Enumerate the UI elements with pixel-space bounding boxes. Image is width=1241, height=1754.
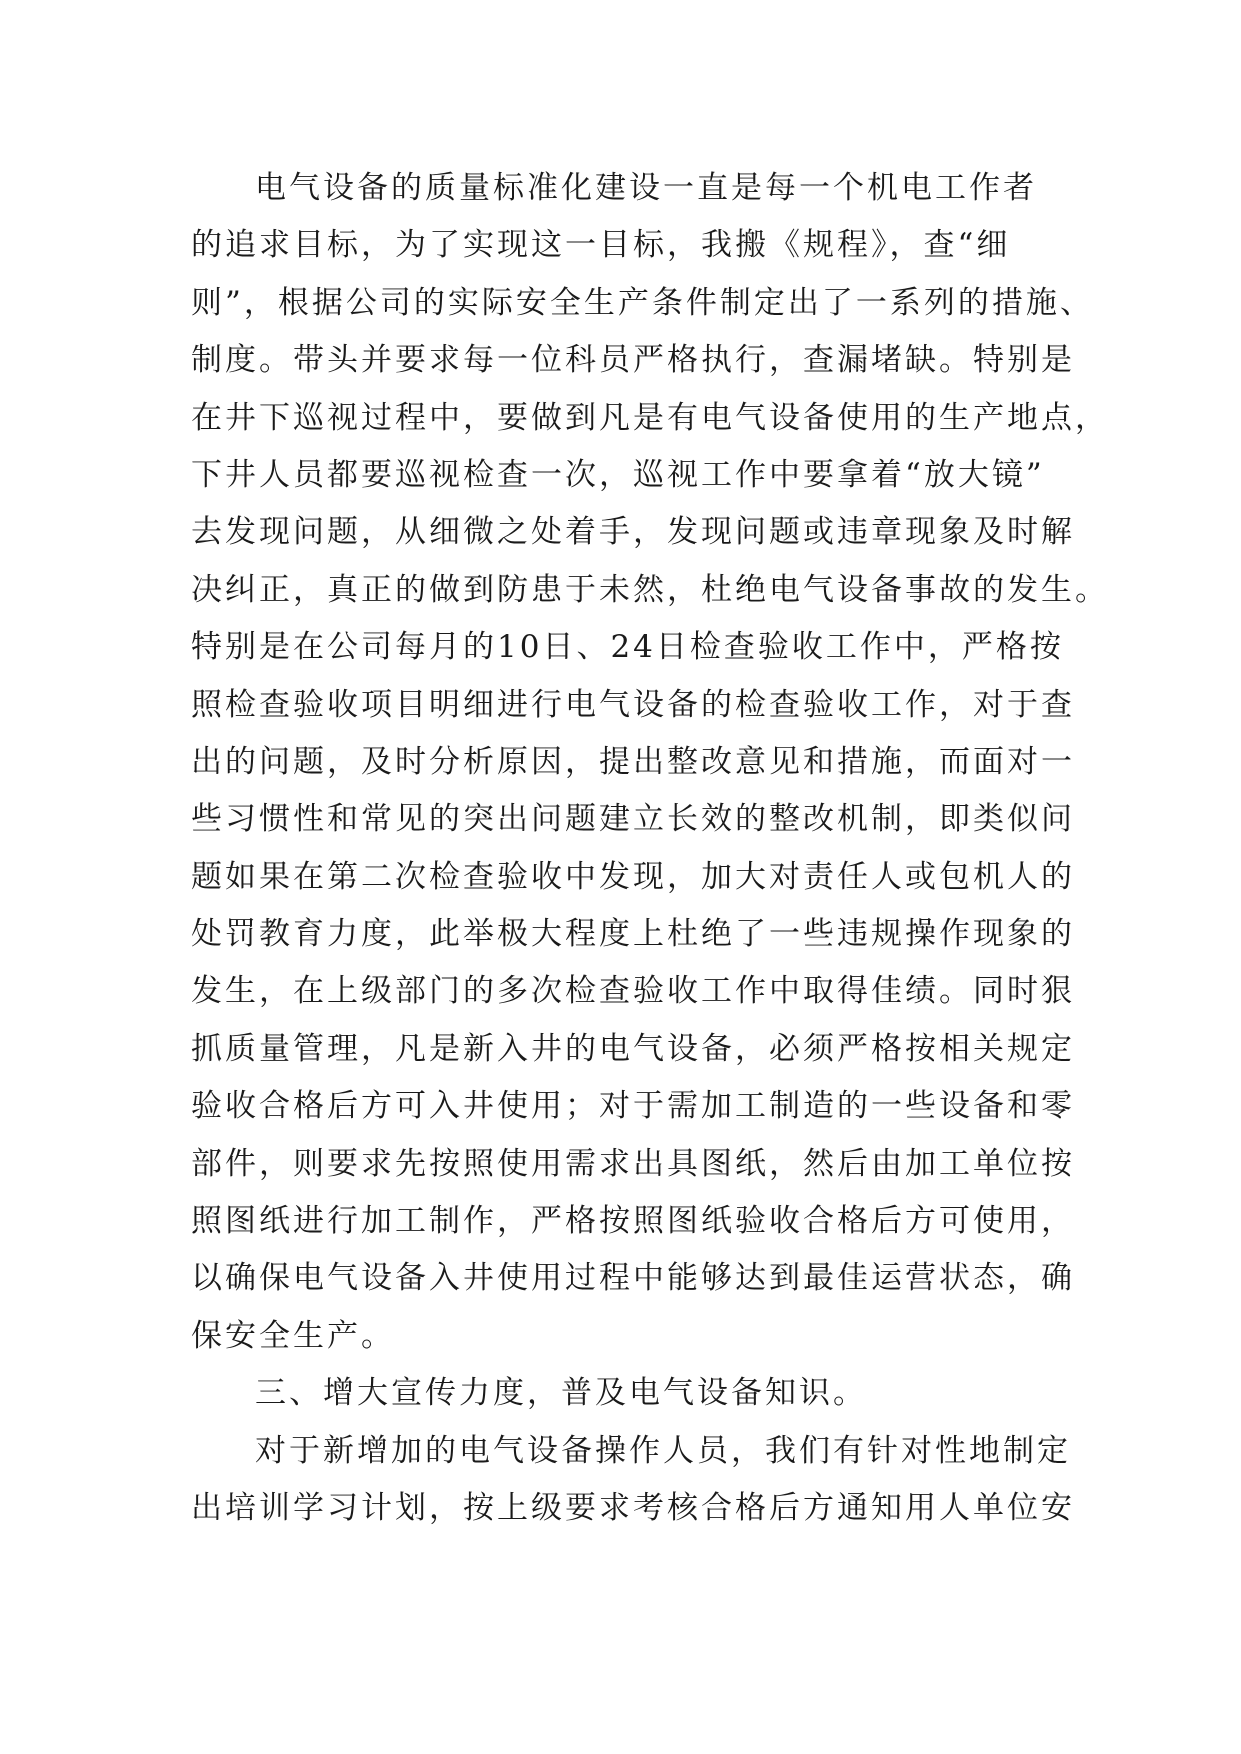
text-line: 决纠正，真正的做到防患于未然，杜绝电气设备事故的发生。 — [191, 571, 1109, 608]
text-line: 照图纸进行加工制作，严格按照图纸验收合格后方可使用， — [191, 1203, 1075, 1240]
text-line: 去发现问题，从细微之处着手，发现问题或违章现象及时解 — [191, 514, 1075, 551]
text-line: 以确保电气设备入井使用过程中能够达到最佳运营状态，确 — [191, 1260, 1075, 1297]
text-line: 的追求目标，为了实现这一目标，我搬《规程》，查“细 — [191, 227, 1011, 264]
text-line: 题如果在第二次检查验收中发现，加大对责任人或包机人的 — [191, 858, 1075, 895]
text-line: 验收合格后方可入井使用；对于需加工制造的一些设备和零 — [191, 1088, 1075, 1125]
text-line: 在井下巡视过程中，要做到凡是有电气设备使用的生产地点， — [191, 399, 1109, 436]
text-line: 些习惯性和常见的突出问题建立长效的整改机制，即类似问 — [191, 801, 1075, 838]
text-line: 对于新增加的电气设备操作人员，我们有针对性地制定 — [255, 1432, 1071, 1469]
text-line: 则”，根据公司的实际安全生产条件制定出了一系列的措施、 — [191, 284, 1094, 321]
section-heading: 三、增大宣传力度，普及电气设备知识。 — [255, 1375, 867, 1412]
text-line: 发生，在上级部门的多次检查验收工作中取得佳绩。同时狠 — [191, 973, 1075, 1010]
text-line: 特别是在公司每月的10日、24日检查验收工作中，严格按 — [191, 629, 1064, 666]
text-line: 处罚教育力度，此举极大程度上杜绝了一些违规操作现象的 — [191, 916, 1075, 953]
text-line: 部件，则要求先按照使用需求出具图纸，然后由加工单位按 — [191, 1145, 1075, 1182]
text-line: 下井人员都要巡视检查一次，巡视工作中要拿着“放大镜” — [191, 456, 1045, 493]
body-text — [191, 160, 1109, 1537]
text-line: 抓质量管理，凡是新入井的电气设备，必须严格按相关规定 — [191, 1030, 1075, 1067]
text-line: 照检查验收项目明细进行电气设备的检查验收工作，对于查 — [191, 686, 1075, 723]
text-line: 保安全生产。 — [191, 1317, 395, 1354]
text-line: 出的问题，及时分析原因，提出整改意见和措施，而面对一 — [191, 743, 1075, 780]
text-line: 电气设备的质量标准化建设一直是每一个机电工作者 — [255, 170, 1037, 206]
text-line: 出培训学习计划，按上级要求考核合格后方通知用人单位安 — [191, 1489, 1075, 1526]
text-line: 制度。带头并要求每一位科员严格执行，查漏堵缺。特别是 — [191, 342, 1075, 379]
